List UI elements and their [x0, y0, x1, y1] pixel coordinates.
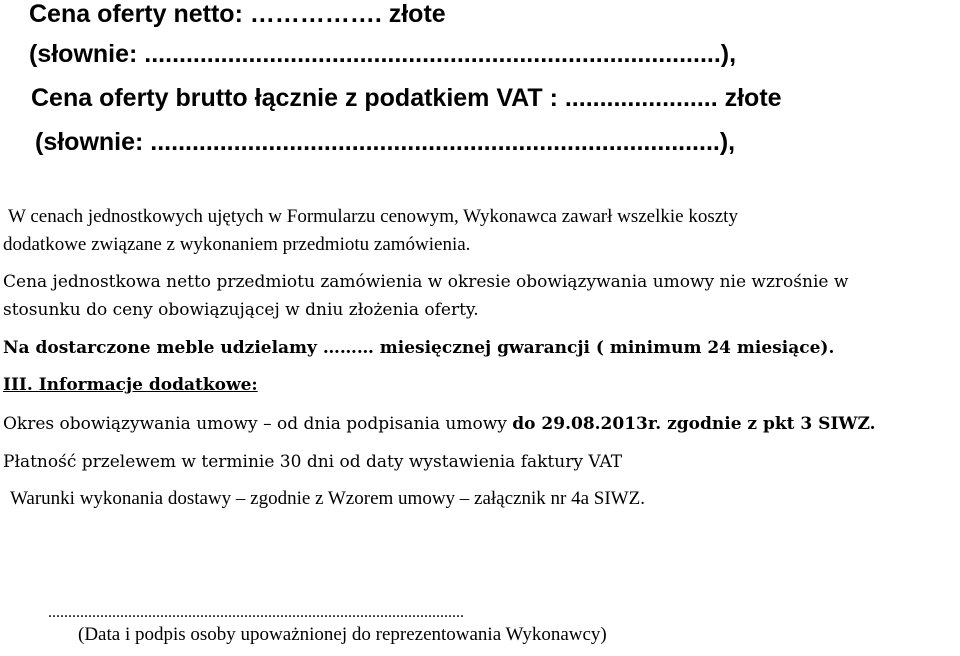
net-unit-price-line-1: Cena jednostkowa netto przedmiotu zamówienia w okresie obowiązywania umowy nie wzrośnie w: [3, 272, 849, 292]
signature-caption: (Data i podpis osoby upoważnionej do reprezentowania Wykonawcy): [78, 624, 607, 645]
contract-period-line: [3, 414, 876, 434]
contract-period-text: Okres obowiązywania umowy – od dnia podpisania umowy: [3, 414, 513, 434]
additional-info-heading: III. Informacje dodatkowe:: [3, 375, 258, 395]
unit-price-costs-line-1: W cenach jednostkowych ujętych w Formularzu cenowym, Wykonawca zawarł wszelkie koszty: [8, 206, 738, 227]
warranty-line: Na dostarczone meble udzielamy ……… miesięcznej gwarancji ( minimum 24 miesiące).: [3, 338, 835, 358]
payment-line: Płatność przelewem w terminie 30 dni od daty wystawienia faktury VAT: [3, 452, 623, 472]
net-price-line: Cena oferty netto: ……………. złote: [29, 0, 446, 28]
delivery-terms-line: Warunki wykonania dostawy – zgodnie z Wzorem umowy – załącznik nr 4a SIWZ.: [10, 488, 645, 509]
unit-price-costs-line-2: dodatkowe związane z wykonaniem przedmiotu zamówienia.: [3, 234, 471, 255]
contract-period-date: do 29.08.2013r. zgodnie z pkt 3 SIWZ.: [512, 414, 876, 434]
gross-price-in-words-line: (słownie: ..................................................................................),: [35, 128, 736, 156]
gross-price-line: Cena oferty brutto łącznie z podatkiem VAT : ...................... złote: [31, 84, 782, 112]
signature-dotted-line: ........................................................................................................: [48, 604, 464, 621]
net-price-in-words-line: (słownie: ...................................................................................),: [29, 40, 737, 68]
net-unit-price-line-2: stosunku do ceny obowiązującej w dniu złożenia oferty.: [3, 300, 479, 320]
